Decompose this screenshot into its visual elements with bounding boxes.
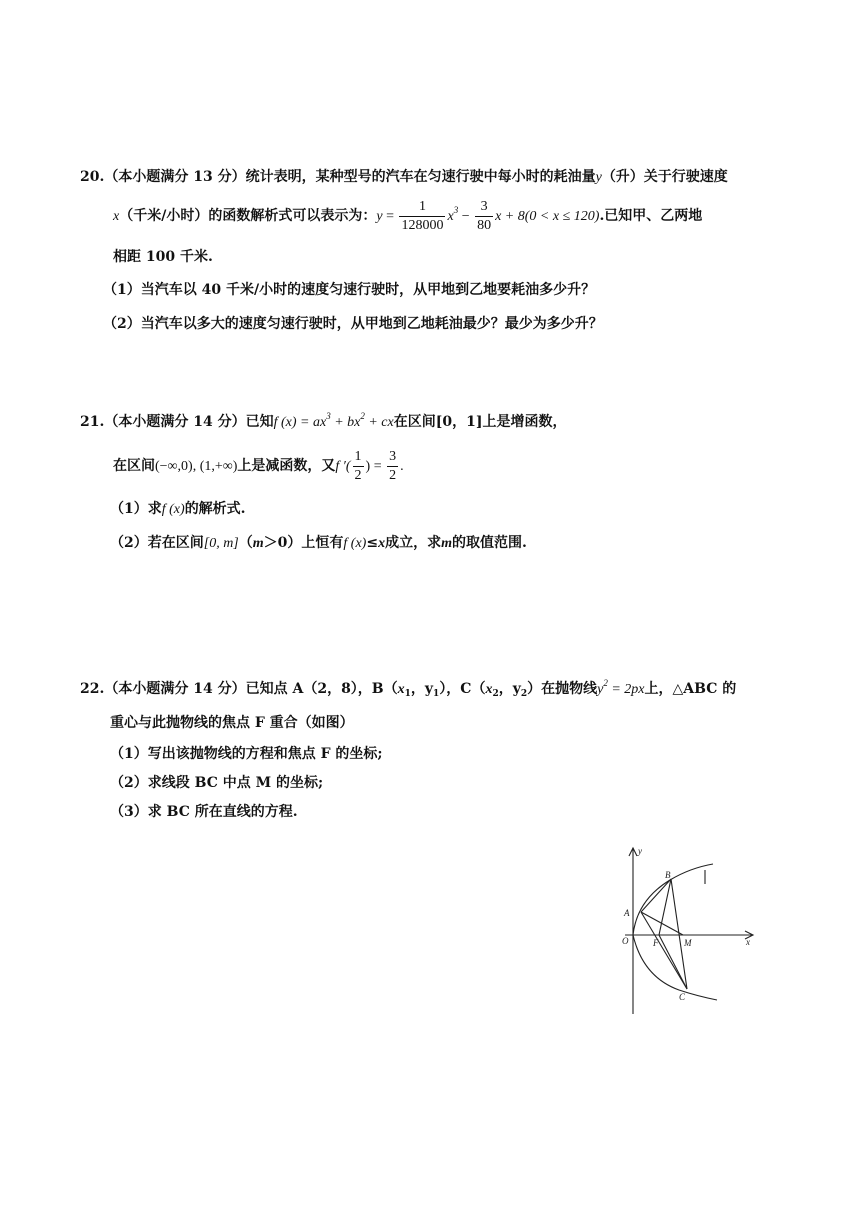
equation-exponent: 2 xyxy=(603,678,608,688)
fraction-1-over-128000 xyxy=(399,198,445,235)
formula-y: y xyxy=(376,209,383,224)
term-bx: + bx xyxy=(330,415,361,430)
problem-20-header: （本小题满分 13 分）统计表明，某种型号的汽车在匀速行驶中每小时的耗油量 xyxy=(104,169,596,185)
problem-20-line-2 xyxy=(113,196,702,236)
problem-21-decreasing: 上是减函数，又 xyxy=(237,458,336,474)
point-b-y: ，y xyxy=(410,681,434,697)
problem-22-header: （本小题满分 14 分）已知点 A（2，8），B（ xyxy=(104,681,398,697)
parabola-figure xyxy=(615,842,760,1017)
label-c: C xyxy=(679,992,686,1002)
fraction-numerator: 3 xyxy=(475,198,493,217)
problem-21-q2-condition: ＞0）上恒有 xyxy=(263,535,344,551)
exponent-2: 2 xyxy=(360,411,365,421)
problem-21-q2-paren: （ xyxy=(238,535,253,551)
problem-22-parabola-label: ）在抛物线 xyxy=(527,681,598,697)
formula-x-cubed: x xyxy=(447,209,454,224)
function-fx: f (x) = ax xyxy=(273,415,327,430)
label-y: y xyxy=(638,846,642,856)
derivative-period: . xyxy=(400,459,404,474)
point-b-x: x xyxy=(397,682,405,697)
problem-20-line-3 xyxy=(113,247,213,267)
problem-21-q1-suffix: 的解析式. xyxy=(184,501,246,517)
segment-fb xyxy=(659,879,671,935)
problem-20-formula xyxy=(376,199,600,234)
subscript-1: 1 xyxy=(433,689,440,699)
problem-20-q1-text: （1）当汽车以 40 千米/小时的速度匀速行驶时，从甲地到乙地要耗油多少升？ xyxy=(103,282,596,298)
problem-21-interval-label: 在区间 xyxy=(113,458,155,474)
problem-20-number: 20. xyxy=(80,169,105,185)
problem-21-q2-holds: 成立，求 xyxy=(385,535,442,551)
label-m: M xyxy=(684,938,692,948)
problem-22-q1-text: （1）写出该抛物线的方程和焦点 F 的坐标; xyxy=(110,746,383,762)
problem-20-question-2 xyxy=(103,314,603,334)
exponent-3: 3 xyxy=(326,411,331,421)
term-cx: + cx xyxy=(364,415,394,430)
problem-22-parabola-equation xyxy=(597,678,645,697)
label-b: B xyxy=(665,870,671,880)
fraction-one-half xyxy=(353,448,364,485)
problem-21-increasing: 在区间[0，1]上是增函数， xyxy=(393,414,567,430)
problem-22-q3-text: （3）求 BC 所在直线的方程. xyxy=(110,804,298,820)
label-x: x xyxy=(746,937,750,947)
problem-21-intervals: (−∞,0), (1,+∞) xyxy=(155,459,238,474)
label-o: O xyxy=(622,936,629,946)
problem-22-question-3 xyxy=(110,802,298,822)
problem-22-q2-text: （2）求线段 BC 中点 M 的坐标; xyxy=(110,775,324,791)
equation-y: y xyxy=(597,682,604,697)
fraction-denominator: 128000 xyxy=(401,218,444,234)
problem-21-derivative xyxy=(335,449,404,484)
problem-21-q2-leq: ≤ xyxy=(366,535,379,551)
problem-20-var-x: x xyxy=(113,209,120,224)
problem-20-var-y: y xyxy=(595,170,602,185)
subscript-2: 2 xyxy=(520,689,528,699)
problem-21-line-1 xyxy=(80,412,566,433)
fraction-numerator: 3 xyxy=(387,448,398,467)
label-a: A xyxy=(624,908,630,918)
fraction-denominator: 2 xyxy=(389,468,397,484)
problem-22-triangle: 上，△ABC 的 xyxy=(644,681,737,697)
problem-22-centroid: 重心与此抛物线的焦点 F 重合（如图） xyxy=(110,715,354,731)
problem-22-line-2 xyxy=(110,713,354,733)
problem-22-question-2 xyxy=(110,773,323,793)
problem-21-q2-interval: [0, m] xyxy=(203,536,239,551)
problem-21-line-2 xyxy=(113,446,404,486)
fraction-numerator: 1 xyxy=(353,448,364,467)
fraction-denominator: 80 xyxy=(477,218,492,234)
problem-22-number: 22. xyxy=(80,681,105,697)
derivative-f-prime: f ′( xyxy=(335,459,351,474)
problem-20-unit-speed: （千米/小时）的函数解析式可以表示为： xyxy=(119,208,377,224)
problem-22-line-1 xyxy=(80,679,736,700)
formula-eq: = xyxy=(382,209,398,224)
point-c-y: ，y xyxy=(498,681,521,697)
subscript-2: 2 xyxy=(492,689,499,699)
problem-21-question-1 xyxy=(110,499,246,520)
equation-rest: = 2px xyxy=(607,682,645,697)
problem-21-q1-prefix: （1）求 xyxy=(110,501,162,517)
problem-21-q2-function: f (x) xyxy=(343,536,367,551)
fraction-numerator: 1 xyxy=(399,198,445,217)
problem-21-function xyxy=(273,411,394,430)
segment-ac xyxy=(641,912,687,989)
problem-22-mid: ），C（ xyxy=(439,681,486,697)
fraction-3-over-80 xyxy=(475,198,493,235)
point-c-x: x xyxy=(485,682,493,697)
formula-tail: x + 8(0 < x ≤ 120) xyxy=(495,209,600,224)
label-f: F xyxy=(653,938,659,948)
problem-20-question-1 xyxy=(103,280,595,300)
problem-20-line-1 xyxy=(80,167,728,188)
problem-21-q2-m2: m xyxy=(441,536,452,551)
problem-20-distance: 相距 100 千米. xyxy=(113,249,213,265)
parabola-lower xyxy=(633,935,717,1000)
parabola-upper xyxy=(633,864,713,935)
problem-20-unit-sheng: （升）关于行驶速度 xyxy=(601,169,728,185)
problem-21-q2-x: x xyxy=(378,536,386,551)
fraction-denominator: 2 xyxy=(354,468,362,484)
problem-21-question-2 xyxy=(110,533,527,554)
fraction-three-halves xyxy=(387,448,398,485)
problem-20-q2-text: （2）当汽车以多大的速度匀速行驶时，从甲地到乙地耗油最少？最少为多少升？ xyxy=(103,316,603,332)
problem-21-q1-function: f (x) xyxy=(161,502,185,517)
derivative-close: ) = xyxy=(365,459,386,474)
problem-21-header: （本小题满分 14 分）已知 xyxy=(104,414,274,430)
problem-20-after-formula: .已知甲、乙两地 xyxy=(599,208,703,224)
problem-22-question-1 xyxy=(110,744,383,764)
problem-21-number: 21. xyxy=(80,414,105,430)
subscript-1: 1 xyxy=(404,689,411,699)
formula-minus: − xyxy=(458,209,474,224)
problem-21-q2-range: 的取值范围. xyxy=(451,535,527,551)
problem-21-q2-m: m xyxy=(252,536,264,551)
formula-exponent: 3 xyxy=(453,205,459,215)
segment-ab xyxy=(641,879,671,912)
problem-21-q2-prefix: （2）若在区间 xyxy=(110,535,204,551)
